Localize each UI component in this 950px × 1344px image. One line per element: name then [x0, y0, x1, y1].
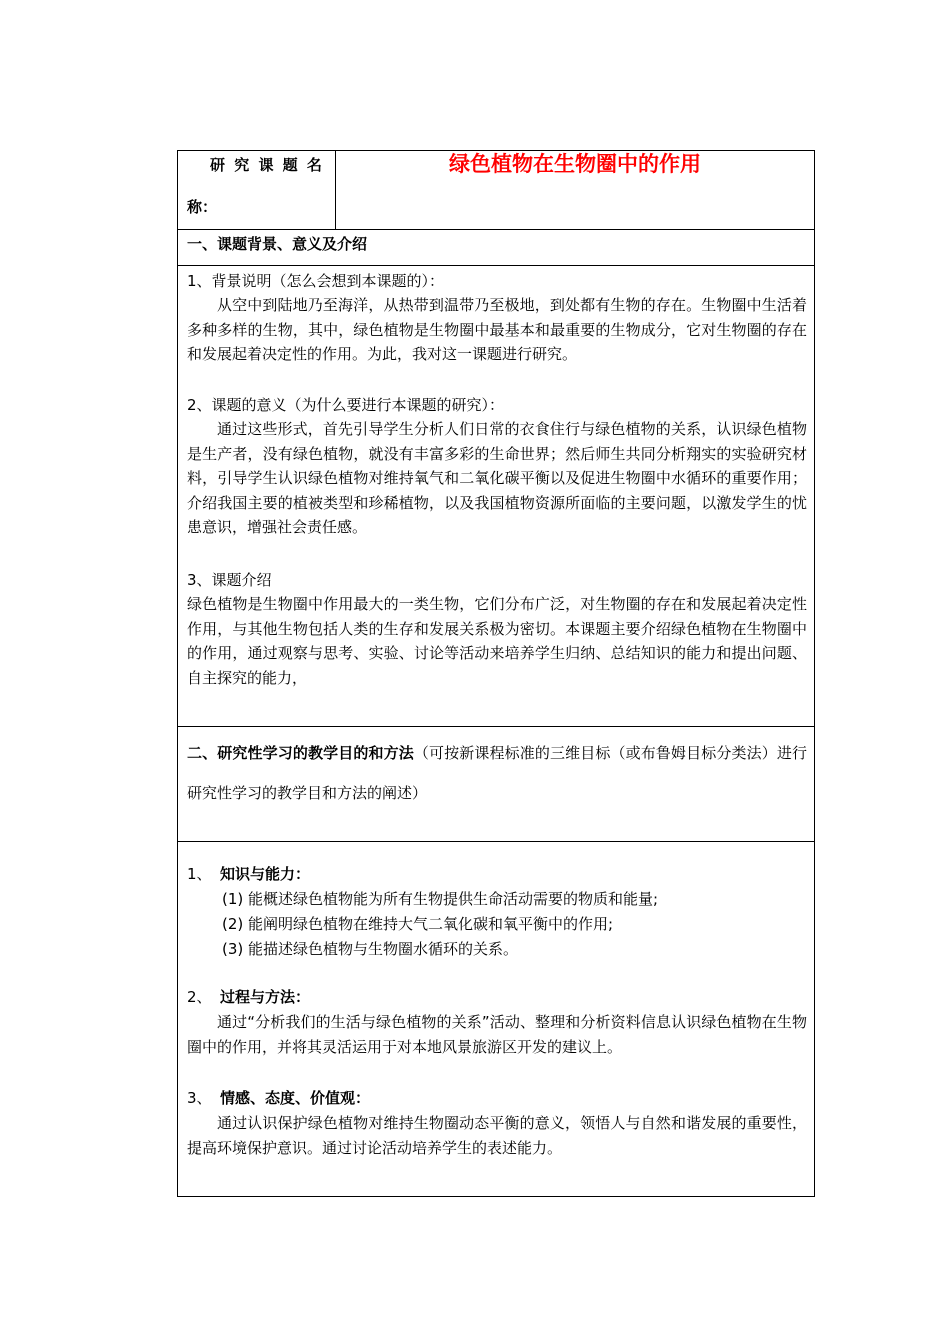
goal2-number: 2、 — [187, 988, 212, 1006]
goal3-title: 情感、态度、价值观： — [220, 1089, 371, 1107]
significance-label: 2、课题的意义（为什么要进行本课题的研究）： — [187, 396, 505, 414]
section1-heading: 一、课题背景、意义及介绍 — [187, 235, 368, 253]
lesson-plan-table — [177, 150, 815, 1197]
row-divider — [178, 726, 814, 727]
section2-heading-main: 二、研究性学习的教学目的和方法 — [187, 744, 414, 762]
topic-name-label: 研 究 课 题 名 — [210, 156, 324, 174]
goal1-item: (3) 能描述绿色植物与生物圈水循环的关系。 — [222, 940, 519, 958]
row-divider — [178, 265, 814, 266]
significance-text: 通过这些形式，首先引导学生分析人们日常的衣食住行与绿色植物的关系，认识绿色植物是生产者，没有绿色植物，就没有丰富多彩的生命世界；然后师生共同分析翔实的实验研究材料，引导学生认识绿色植物对维持氧气和二氧化碳平衡以及促进生物圈中水循环的重要作用；介绍我国主要的植被类型和珍稀植物，以及我国植物资源所面临的主要问题，以激发学生的忧患意识，增强社会责任感。 — [187, 420, 807, 536]
goal2-title: 过程与方法： — [220, 988, 311, 1006]
topic-name-label-cont: 称： — [187, 198, 218, 216]
topic-title: 绿色植物在生物圈中的作用 — [449, 152, 701, 176]
background-text: 从空中到陆地乃至海洋，从热带到温带乃至极地，到处都有生物的存在。生物圈中生活着多种多样的生物，其中，绿色植物是生物圈中最基本和最重要的生物成分，它对生物圈的存在和发展起着决定性的作用。为此，我对这一课题进行研究。 — [187, 296, 807, 363]
row-divider — [178, 229, 814, 230]
section2-heading — [187, 733, 807, 813]
goal3-number: 3、 — [187, 1089, 212, 1107]
goal1-number: 1、 — [187, 865, 212, 883]
goal1-item: (1) 能概述绿色植物能为所有生物提供生命活动需要的物质和能量; — [222, 890, 659, 908]
introduction-text: 绿色植物是生物圈中作用最大的一类生物，它们分布广泛，对生物圈的存在和发展起着决定性作用，与其他生物包括人类的生存和发展关系极为密切。本课题主要介绍绿色植物在生物圈中的作用，通过观察与思考、实验、讨论等活动来培养学生归纳、总结知识的能力和提出问题、自主探究的能力， — [187, 595, 807, 687]
introduction-label: 3、课题介绍 — [187, 571, 272, 589]
goal3-text: 通过认识保护绿色植物对维持生物圈动态平衡的意义，领悟人与自然和谐发展的重要性，提高环境保护意识。通过讨论活动培养学生的表述能力。 — [187, 1114, 807, 1157]
row-divider — [178, 841, 814, 842]
section2-heading-note: （可按新课程标准的三维目标（或布鲁姆目标分类法）进行研究性学习的教学目和方法的阐述） — [187, 744, 807, 802]
goal1-title: 知识与能力： — [220, 865, 311, 883]
background-label: 1、背景说明（怎么会想到本课题的）： — [187, 272, 445, 290]
goal1-item: (2) 能阐明绿色植物在维持大气二氧化碳和氧平衡中的作用; — [222, 915, 614, 933]
goal2-text: 通过“分析我们的生活与绿色植物的关系”活动、整理和分析资料信息认识绿色植物在生物圈中的作用，并将其灵活运用于对本地风景旅游区开发的建议上。 — [187, 1013, 807, 1056]
